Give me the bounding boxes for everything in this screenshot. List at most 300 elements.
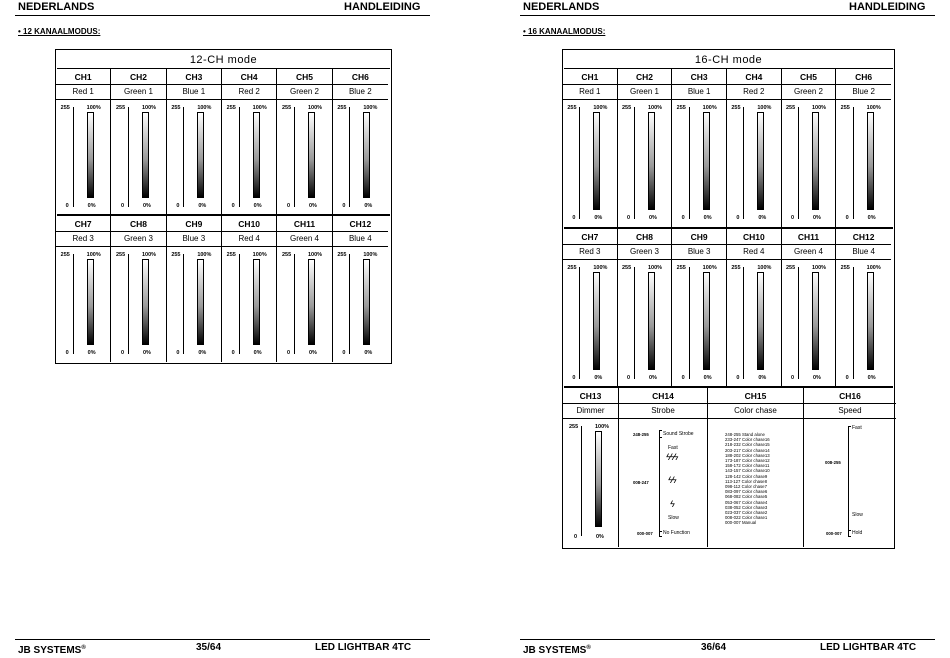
divider — [56, 99, 110, 100]
mode-title: 12-CH mode — [189, 54, 258, 66]
channel-cell — [836, 229, 891, 386]
scale-axis — [743, 107, 748, 219]
range-sound-strobe: 248-255 — [633, 432, 649, 437]
chase-range-item: 113-127 Color chase8 — [725, 478, 767, 484]
channel-number: CH14 — [652, 391, 674, 401]
scale-min-dmx: 0 — [626, 215, 631, 221]
channel-number: CH11 — [797, 232, 820, 242]
channel-number: CH7 — [74, 219, 92, 229]
scale-axis — [853, 267, 858, 379]
divider — [618, 99, 672, 100]
scale-max-pct: 100% — [866, 265, 881, 271]
scale-max-dmx: 255 — [731, 105, 741, 111]
section-label-text: 16 KANAALMODUS: — [528, 27, 606, 36]
mode-title: 16-CH mode — [694, 54, 763, 66]
strobe-diagram — [619, 420, 708, 544]
gradient-bar — [197, 259, 204, 345]
scale-min-dmx: 0 — [790, 215, 795, 221]
scale-axis — [798, 267, 803, 379]
scale-max-dmx: 255 — [567, 105, 577, 111]
divider — [727, 244, 781, 245]
scale-min-pct: 0% — [253, 350, 262, 356]
label-slow: Slow — [668, 515, 679, 521]
scale-max-dmx: 255 — [676, 105, 686, 111]
scale-min-pct: 0% — [703, 375, 712, 381]
channel-cell — [727, 229, 782, 386]
scale-min-pct: 0% — [596, 534, 604, 540]
gradient-bar — [867, 272, 874, 370]
channel-number: CH7 — [581, 232, 599, 242]
dimmer-scale — [677, 105, 723, 223]
lightning-slow-icon: ϟ — [670, 499, 674, 509]
divider — [672, 244, 726, 245]
channel-cell-ch13 — [563, 388, 619, 547]
scale-max-dmx: 255 — [569, 424, 579, 430]
scale-max-pct: 100% — [252, 105, 267, 111]
label-fast: Fast — [852, 425, 862, 431]
dimmer-scale — [786, 265, 832, 383]
channel-cell-ch14 — [619, 388, 708, 547]
divider — [672, 99, 726, 100]
scale-max-dmx: 255 — [840, 105, 850, 111]
channel-cell — [222, 69, 277, 214]
speed-bracket — [848, 536, 851, 537]
footer-brand-text: JB SYSTEMS — [523, 645, 587, 657]
channel-cell — [277, 69, 332, 214]
scale-min-pct: 0% — [308, 350, 317, 356]
scale-min-pct: 0% — [867, 375, 876, 381]
divider — [111, 246, 165, 247]
scale-max-pct: 100% — [141, 105, 157, 111]
gradient-bar — [757, 112, 764, 210]
divider — [167, 99, 221, 100]
header-rule — [15, 15, 430, 16]
footer-rule — [520, 639, 935, 640]
channel-function: Color chase — [734, 406, 777, 415]
channel-number: CH15 — [744, 391, 767, 401]
dimmer-scale — [569, 424, 615, 540]
channel-cell — [167, 69, 222, 214]
scale-axis — [239, 254, 244, 354]
label-hold: Hold — [852, 530, 863, 536]
strobe-axis — [659, 430, 660, 536]
range-hold: 000-007 — [826, 531, 842, 536]
channel-cell — [782, 69, 837, 227]
section-label — [523, 27, 605, 36]
divider — [563, 244, 617, 245]
gradient-bar — [867, 112, 874, 210]
chase-range-item: 218-232 Color chase15 — [725, 442, 770, 448]
divider — [672, 84, 726, 85]
channel-color: Blue 2 — [348, 87, 372, 96]
scale-min-dmx: 0 — [572, 215, 576, 221]
gradient-bar — [812, 272, 819, 370]
scale-min-dmx: 0 — [681, 375, 685, 381]
scale-min-dmx: 0 — [65, 203, 69, 209]
color-chase-list — [725, 432, 803, 526]
bullet-dot: • — [18, 27, 24, 36]
scale-min-pct: 0% — [87, 203, 96, 209]
scale-axis — [73, 254, 78, 354]
gradient-bar — [363, 259, 370, 345]
channel-function: Speed — [838, 406, 862, 415]
channel-color: Red 1 — [72, 87, 94, 96]
divider — [618, 84, 672, 85]
scale-min-pct: 0% — [308, 203, 317, 209]
scale-min-dmx: 0 — [286, 203, 291, 209]
channel-number: CH3 — [690, 72, 708, 82]
channel-color: Red 4 — [743, 247, 765, 256]
scale-max-dmx: 255 — [621, 105, 632, 111]
scale-min-dmx: 0 — [286, 350, 291, 356]
channel-cell — [618, 69, 673, 227]
registered-mark: ® — [81, 645, 86, 651]
divider — [804, 418, 896, 419]
channel-color: Blue 4 — [852, 247, 875, 256]
channel-cell — [111, 216, 166, 362]
strobe-bracket — [659, 531, 662, 532]
dimmer-scale — [61, 252, 107, 358]
channel-function: Dimmer — [576, 406, 605, 415]
chase-range-item: 000-007 Manual — [725, 520, 757, 526]
scale-max-pct: 100% — [593, 105, 608, 111]
right-page — [475, 0, 950, 657]
channel-number: CH2 — [635, 72, 653, 82]
scale-min-pct: 0% — [594, 215, 603, 221]
divider — [222, 231, 276, 232]
scale-axis — [634, 107, 639, 219]
gradient-bar — [142, 259, 149, 345]
scale-min-pct: 0% — [87, 350, 96, 356]
chase-range-item: 023-037 Color chase2 — [725, 510, 768, 516]
range-strobe: 008-247 — [633, 480, 649, 485]
channel-color: Blue 2 — [852, 87, 875, 96]
divider — [618, 244, 672, 245]
dimmer-scale — [227, 105, 273, 211]
scale-max-pct: 100% — [595, 424, 610, 430]
dimmer-scale — [282, 252, 328, 358]
bullet-dot: • — [523, 27, 529, 36]
dimmer-scale — [622, 265, 668, 383]
channel-color: Green 4 — [290, 234, 319, 243]
label-fast: Fast — [668, 445, 678, 451]
scale-min-dmx: 0 — [120, 203, 125, 209]
channel-cell — [672, 229, 727, 386]
channel-cell — [222, 216, 277, 362]
divider — [836, 244, 891, 245]
channel-row-2 — [563, 229, 894, 387]
channel-cell — [111, 69, 166, 214]
divider — [277, 84, 331, 85]
gradient-bar — [253, 259, 260, 345]
channel-color: Blue 3 — [182, 234, 206, 243]
scale-max-dmx: 255 — [281, 105, 292, 111]
scale-min-dmx: 0 — [626, 375, 631, 381]
scale-min-pct: 0% — [812, 375, 821, 381]
scale-axis — [853, 107, 858, 219]
channel-number: CH9 — [690, 232, 708, 242]
gradient-bar — [703, 272, 710, 370]
divider — [836, 99, 891, 100]
scale-axis — [743, 267, 748, 379]
scale-max-dmx: 255 — [676, 265, 686, 271]
scale-min-dmx: 0 — [736, 375, 740, 381]
scale-max-pct: 100% — [86, 252, 101, 258]
divider — [222, 99, 276, 100]
gradient-bar — [648, 112, 655, 210]
scale-max-dmx: 255 — [281, 252, 292, 258]
header-manual: HANDLEIDING — [344, 1, 421, 13]
scale-min-pct: 0% — [198, 203, 207, 209]
scale-axis — [239, 107, 244, 207]
label-sound-strobe: Sound Strobe — [663, 431, 694, 437]
scale-max-pct: 100% — [702, 105, 717, 111]
channel-number: CH10 — [238, 219, 261, 229]
scale-min-dmx: 0 — [845, 375, 849, 381]
left-page — [0, 0, 475, 657]
chase-range-item: 128-142 Color chase9 — [725, 473, 768, 479]
divider — [563, 259, 617, 260]
channel-color: Red 4 — [238, 234, 260, 243]
channel-number: CH1 — [74, 72, 92, 82]
scale-max-pct: 100% — [757, 105, 772, 111]
divider — [804, 403, 896, 404]
divider — [56, 231, 110, 232]
scale-max-dmx: 255 — [621, 265, 632, 271]
channel-color: Green 2 — [290, 87, 319, 96]
footer-page-number: 36/64 — [701, 642, 727, 653]
divider — [563, 418, 618, 419]
divider — [727, 259, 781, 260]
divider — [619, 403, 707, 404]
dimmer-scale — [731, 105, 777, 223]
scale-axis — [349, 254, 354, 354]
divider — [277, 231, 331, 232]
channel-cell — [563, 69, 618, 227]
scale-max-dmx: 255 — [171, 105, 181, 111]
scale-max-dmx: 255 — [60, 105, 70, 111]
scale-axis — [689, 107, 694, 219]
channel-number: CH6 — [351, 72, 369, 82]
scale-axis — [128, 107, 133, 207]
divider — [333, 231, 388, 232]
speed-diagram — [804, 420, 896, 544]
channel-number: CH4 — [240, 72, 258, 82]
scale-min-pct: 0% — [867, 215, 876, 221]
scale-axis — [579, 107, 584, 219]
channel-number: CH4 — [745, 72, 763, 82]
scale-max-pct: 100% — [866, 105, 881, 111]
scale-max-pct: 100% — [363, 105, 378, 111]
gradient-bar — [363, 112, 370, 198]
dimmer-scale — [567, 105, 613, 223]
scale-min-dmx: 0 — [65, 350, 69, 356]
scale-min-dmx: 0 — [572, 375, 576, 381]
divider — [277, 99, 331, 100]
channel-row-2 — [56, 216, 391, 362]
scale-max-pct: 100% — [593, 265, 608, 271]
channel-cell — [167, 216, 222, 362]
channel-number: CH6 — [855, 72, 873, 82]
mode-16ch-table — [562, 49, 895, 549]
chase-range-item: 098-112 Color chase7 — [725, 484, 767, 490]
gradient-bar — [812, 112, 819, 210]
divider — [618, 259, 672, 260]
divider — [111, 99, 165, 100]
gradient-bar — [308, 259, 315, 345]
scale-min-dmx: 0 — [120, 350, 125, 356]
divider — [708, 403, 803, 404]
channel-cell — [672, 69, 727, 227]
scale-axis — [634, 267, 639, 379]
divider — [222, 84, 276, 85]
section-label — [18, 27, 100, 36]
dimmer-scale — [116, 252, 162, 358]
divider — [56, 84, 110, 85]
scale-max-pct: 100% — [252, 252, 267, 258]
divider — [782, 99, 836, 100]
chase-range-item: 083-097 Color chase6 — [725, 489, 768, 495]
divider — [708, 418, 803, 419]
scale-min-dmx: 0 — [231, 350, 235, 356]
channel-number: CH13 — [579, 391, 602, 401]
channel-number: CH8 — [635, 232, 653, 242]
divider — [167, 246, 221, 247]
registered-mark: ® — [586, 645, 591, 651]
speed-bracket — [848, 530, 851, 531]
label-slow: Slow — [852, 512, 863, 518]
channel-color: Blue 4 — [348, 234, 372, 243]
scale-min-pct: 0% — [142, 350, 151, 356]
channel-number: CH12 — [349, 219, 372, 229]
scale-max-pct: 100% — [363, 252, 378, 258]
footer-brand-text: JB SYSTEMS — [18, 645, 82, 657]
scale-min-dmx: 0 — [231, 203, 235, 209]
chase-range-item: 173-187 Color chase12 — [725, 458, 770, 464]
divider — [619, 418, 707, 419]
chase-range-item: 068-082 Color chase5 — [725, 494, 768, 500]
divider — [672, 259, 726, 260]
dimmer-scale — [677, 265, 723, 383]
header-language: NEDERLANDS — [523, 1, 600, 13]
scale-axis — [689, 267, 694, 379]
dimmer-scale — [171, 105, 217, 211]
scale-axis — [294, 254, 299, 354]
scale-axis — [294, 107, 299, 207]
divider — [727, 84, 781, 85]
section-label-text: 12 KANAALMODUS: — [23, 27, 101, 36]
scale-min-dmx: 0 — [681, 215, 685, 221]
scale-min-dmx: 0 — [342, 203, 346, 209]
scale-max-pct: 100% — [811, 105, 827, 111]
channel-color: Red 3 — [579, 247, 601, 256]
dimmer-scale — [622, 105, 668, 223]
scale-min-dmx: 0 — [342, 350, 346, 356]
strobe-bracket — [659, 430, 662, 431]
channel-cell — [782, 229, 837, 386]
range-no-function: 000-007 — [637, 531, 653, 536]
scale-min-pct: 0% — [812, 215, 821, 221]
chase-range-item: 038-052 Color chase3 — [725, 504, 768, 510]
chase-range-item: 158-172 Color chase11 — [725, 463, 770, 469]
scale-max-dmx: 255 — [115, 252, 126, 258]
channel-cell — [333, 69, 388, 214]
scale-min-dmx: 0 — [574, 534, 578, 540]
scale-min-pct: 0% — [253, 203, 262, 209]
footer-page-number: 35/64 — [196, 642, 222, 653]
strobe-bracket — [659, 536, 662, 537]
channel-cell — [836, 69, 891, 227]
dimmer-scale — [841, 265, 887, 383]
scale-max-pct: 100% — [307, 105, 323, 111]
scale-max-dmx: 255 — [567, 265, 577, 271]
scale-min-dmx: 0 — [176, 350, 180, 356]
scale-axis — [183, 254, 188, 354]
scale-min-pct: 0% — [142, 203, 151, 209]
divider — [167, 231, 221, 232]
divider — [333, 246, 388, 247]
scale-max-pct: 100% — [307, 252, 323, 258]
scale-axis — [128, 254, 133, 354]
scale-max-pct: 100% — [811, 265, 827, 271]
chase-range-item: 203-217 Color chase14 — [725, 447, 770, 453]
channel-number: CH1 — [581, 72, 599, 82]
scale-max-pct: 100% — [141, 252, 157, 258]
scale-max-dmx: 255 — [337, 105, 347, 111]
divider — [836, 259, 891, 260]
scale-axis — [798, 107, 803, 219]
divider — [563, 84, 617, 85]
divider — [333, 99, 388, 100]
channel-cell-ch15 — [708, 388, 804, 547]
dimmer-scale — [567, 265, 613, 383]
channel-number: CH11 — [293, 219, 316, 229]
lightning-medium-icon: ϟϟ — [668, 475, 676, 485]
footer-product: LED LIGHTBAR 4TC — [315, 642, 412, 653]
channel-number: CH3 — [185, 72, 203, 82]
scale-min-pct: 0% — [703, 215, 712, 221]
header-manual: HANDLEIDING — [849, 1, 926, 13]
scale-max-pct: 100% — [702, 265, 717, 271]
channel-number: CH12 — [852, 232, 875, 242]
dimmer-scale — [116, 105, 162, 211]
scale-min-pct: 0% — [648, 215, 657, 221]
gradient-bar — [593, 272, 600, 370]
header-rule — [520, 15, 935, 16]
scale-min-dmx: 0 — [176, 203, 180, 209]
dimmer-scale — [282, 105, 328, 211]
divider — [563, 99, 617, 100]
scale-max-dmx: 255 — [785, 105, 796, 111]
dimmer-scale — [731, 265, 777, 383]
scale-min-dmx: 0 — [736, 215, 740, 221]
channel-color: Red 2 — [743, 87, 765, 96]
channel-cell — [727, 69, 782, 227]
gradient-bar — [87, 259, 94, 345]
channel-color: Blue 1 — [687, 87, 711, 96]
scale-min-dmx: 0 — [790, 375, 795, 381]
scale-max-pct: 100% — [647, 265, 663, 271]
scale-max-dmx: 255 — [171, 252, 181, 258]
lightning-fast-icon: ϟϟϟ — [666, 452, 678, 462]
scale-max-dmx: 255 — [115, 105, 126, 111]
divider — [782, 244, 836, 245]
footer-product: LED LIGHTBAR 4TC — [820, 642, 917, 653]
footer-brand — [523, 641, 591, 658]
channel-cell — [277, 216, 332, 362]
scale-min-pct: 0% — [758, 375, 767, 381]
gradient-bar — [197, 112, 204, 198]
